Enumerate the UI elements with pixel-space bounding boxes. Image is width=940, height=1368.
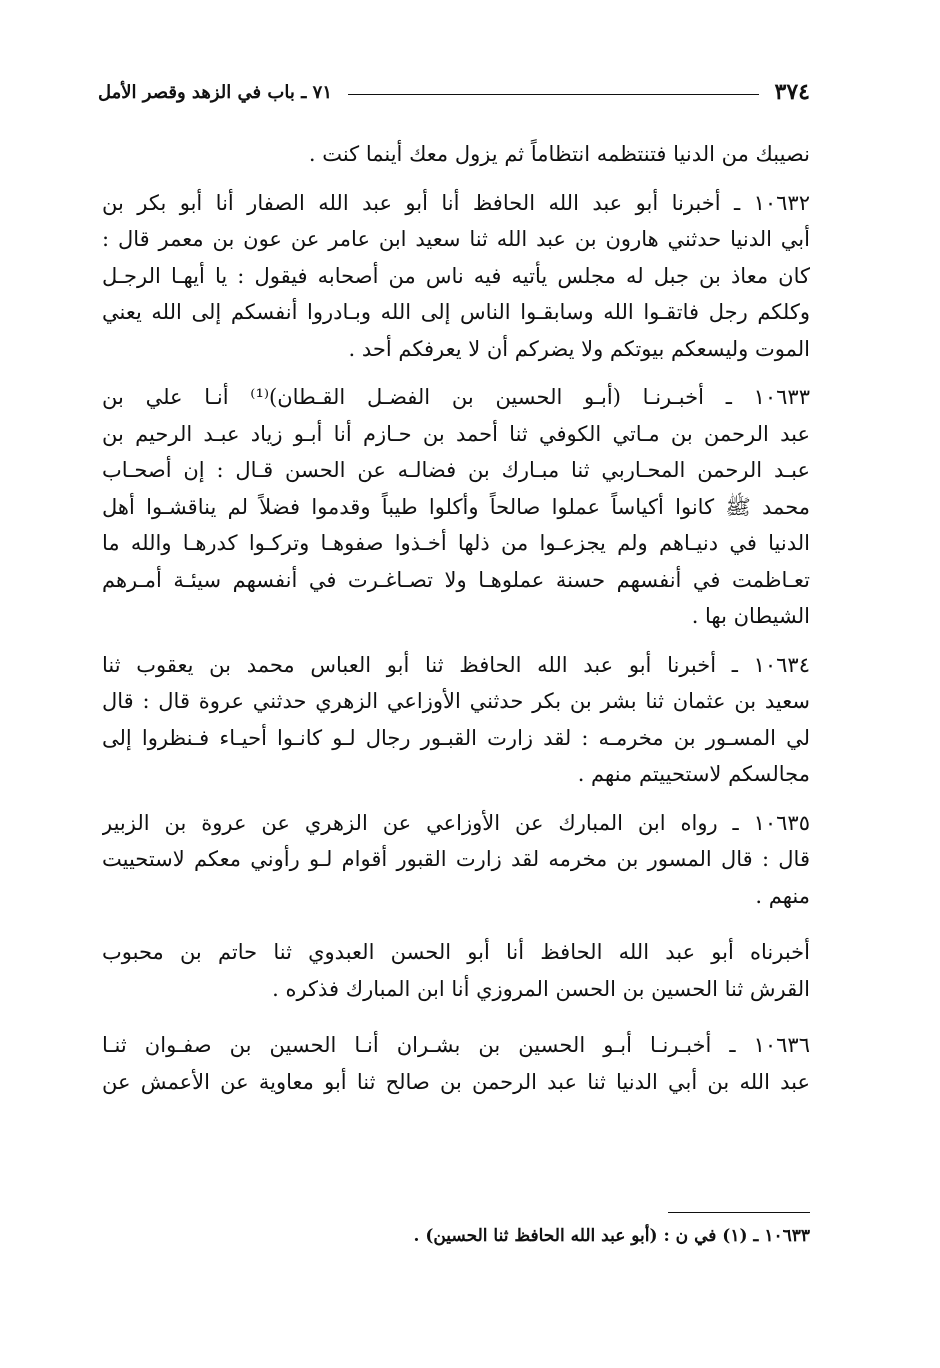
text-line: سعيد بن عثمان ثنا بشر بن بكر حدثني الأوزاعي الزهري حدثني عروة قال : قال [102,689,810,713]
text-line: الشيطان بها . [691,604,810,628]
text-line: قال : قال المسور بن مخرمه لقد زارت القبور أقوام لـو رأوني معكم لاستحييت [102,847,810,871]
text-line: عبد الله بن أبي الدنيا ثنا عبد الرحمن بن صالح ثنا أبو معاوية عن الأعمش عن [102,1069,810,1094]
paragraph [102,379,810,635]
text-line: الدنيا في دنيـاهم ولم يجزعـوا من ذلها أخـذوا صفوهـا وتركـوا كدرهـا والله ما [102,531,810,555]
paragraph [102,647,810,793]
text-line: لي المسـور بن مخرمـه : لقد زارت القبـور رجال لـو كانـوا أحيـاء فـنظروا إلى [102,725,810,750]
scan-speck [824,160,830,166]
text-line: محمد ﷺ كانوا أكياساً عملوا صالحاً وأكلوا طيباً وقدموا فضلاً لم يناقشـوا أهل [102,494,810,519]
text-line: ١٠٦٣٢ ـ أخبرنا أبو عبد الله الحافظ أنا أبو عبد الله الصفار أنا أبو بكر بن [102,190,810,215]
paragraph [102,934,810,1007]
text-line: أبي الدنيا حدثني هارون بن عبد الله ثنا سعيد ابن عامر عن عون بن معمر قال : [102,227,810,251]
text-line: عبد الرحمن بن مـاتي الكوفي ثنا أحمد بن حـازم أنا أبـو زياد عبـد الرحيم بن [102,421,810,446]
page-header [98,76,810,108]
text-line: ١٠٦٣٤ ـ أخبرنا أبو عبد الله الحافظ ثنا أبو العباس محمد بن يعقوب ثنا [102,652,810,677]
text-line: نصيبك من الدنيا فتنتظمه انتظاماً ثم يزول معك أينما كنت . [308,142,810,166]
chapter-title: ٧١ ـ باب في الزهد وقصر الأمل [98,81,332,103]
paragraph [102,185,810,368]
text-line: ١٠٦٣٦ ـ أخبـرنـا أبـو الحسين بن بشـران أنـا الحسين بن صفـوان ثنـا [102,1033,810,1057]
paragraph [102,1027,810,1100]
text-line: مجالسكم لاستحييتم منهم . [577,762,810,786]
footnote: ١٠٦٣٣ ـ (١) في ن : (أبو عبد الله الحافظ ثنا الحسين) . [413,1226,810,1246]
text-line: كان معاذ بن جبل له مجلس يأتيه فيه ناس من أصحابه فيقول : يا أيهـا الرجـل [102,263,810,288]
text-line: أخبرناه أبو عبد الله الحافظ أنا أبو الحسن العبدوي ثنا حاتم بن محبوب [102,940,810,964]
footnote-rule [668,1212,810,1213]
header-rule [348,94,759,95]
text-line: القرش ثنا الحسين بن الحسن المروزي أنا ابن المبارك فذكره . [272,976,810,1001]
paragraph [102,805,810,915]
text-line: وكلكم رجل فاتقـوا الله وسابقـوا الناس إلى الله وبـادروا أنفسكم إلى الله يعني [102,300,810,324]
page-body [102,136,810,1100]
paragraph [102,136,810,173]
text-line: ١٠٦٣٥ ـ رواه ابن المبارك عن الأوزاعي عن الزهري عن عروة بن الزبير [102,810,810,835]
text-line: تعـاظمت في أنفسهم حسنة عملوهـا ولا تصـاغـرت في أنفسهم سيئـة أمـرهم [102,567,810,592]
text-line: عبـد الرحمن المحـاربي ثنا مبـارك بن فضالـه عن الحسن قـال : إن أصحـاب [102,458,810,482]
text-line: منهم . [755,883,810,908]
text-line: ١٠٦٣٣ ـ أخبـرنـا (أبـو الحسين بن الفضـل القـطان)⁽¹⁾ أنـا علي بن [102,385,810,409]
scan-speck [830,270,836,276]
page-number: ٣٧٤ [774,79,810,105]
text-line: الموت وليسعكم بيوتكم ولا يضركم أن لا يعرفكم أحد . [348,336,810,361]
